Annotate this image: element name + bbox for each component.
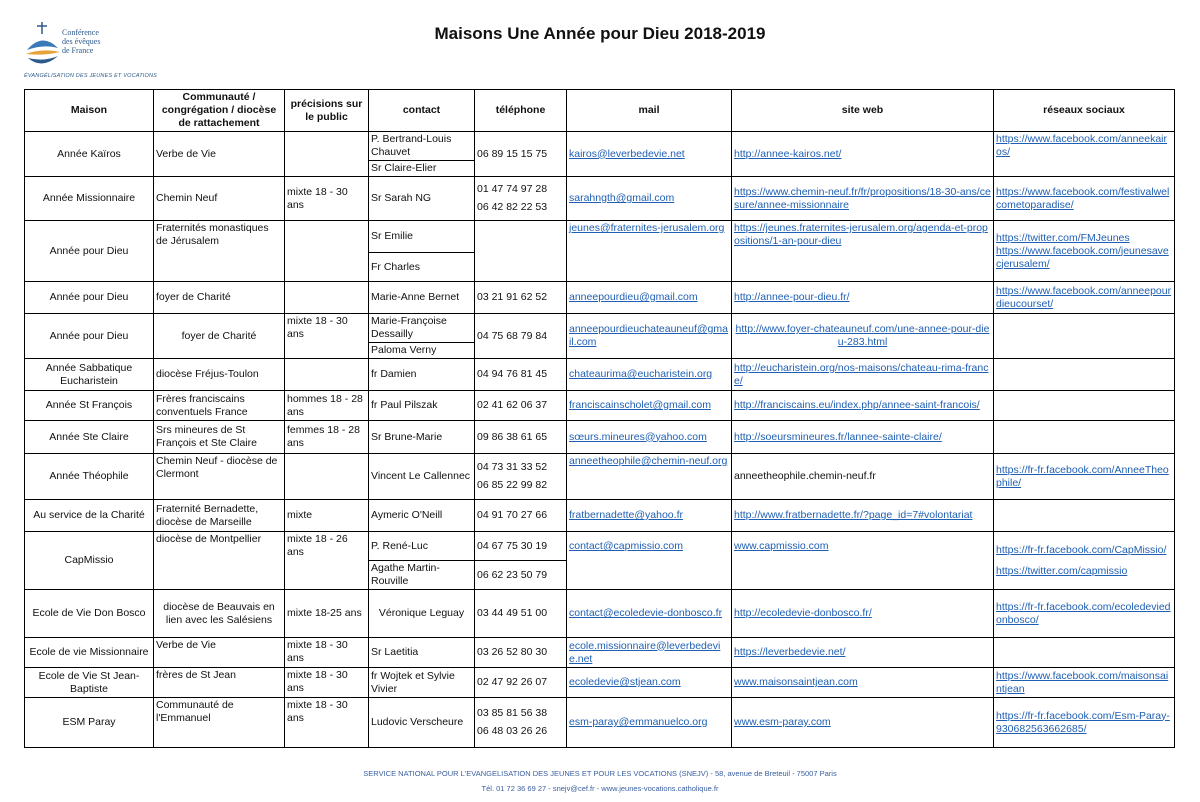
phone-1: 03 85 81 56 38: [477, 707, 548, 719]
logo-line-3: de France: [62, 46, 94, 55]
cell-public: [285, 359, 369, 391]
cell-telephone: [475, 698, 567, 748]
cell-maison: Ecole de Vie St Jean-Baptiste: [25, 668, 154, 698]
site-link[interactable]: http://www.fratbernadette.fr/?page_id=7#volontariat: [734, 509, 973, 521]
cell-public: mixte: [285, 500, 369, 532]
table-row: [25, 177, 1175, 221]
cell-maison: Année pour Dieu: [25, 314, 154, 359]
cell-telephone: 06 62 23 50 79: [475, 561, 567, 590]
phone-1: 01 47 74 97 28: [477, 183, 548, 195]
cell-social: [994, 314, 1175, 359]
cell-communaute: Verbe de Vie: [154, 132, 285, 177]
cell-public: hommes 18 - 28 ans: [285, 391, 369, 421]
header-reseaux: réseaux sociaux: [994, 90, 1175, 132]
cell-contact: P. René-Luc: [369, 532, 475, 561]
social-link[interactable]: https://fr-fr.facebook.com/ecoledeviedonbosco/: [996, 600, 1171, 626]
cell-social: [994, 668, 1175, 698]
cell-maison: Ecole de Vie Don Bosco: [25, 590, 154, 638]
site-link[interactable]: www.esm-paray.com: [734, 716, 831, 728]
cell-maison: Année Kaïros: [25, 132, 154, 177]
cell-maison: CapMissio: [25, 532, 154, 590]
cell-telephone: 03 26 52 80 30: [475, 638, 567, 668]
cell-social: [994, 132, 1175, 177]
mail-link[interactable]: anneepourdieu@gmail.com: [569, 291, 698, 303]
cell-telephone: 02 47 92 26 07: [475, 668, 567, 698]
cell-communaute: Verbe de Vie: [154, 638, 285, 668]
cell-site: [732, 698, 994, 748]
cell-social: [994, 391, 1175, 421]
social-link[interactable]: https://twitter.com/FMJeunes: [996, 231, 1130, 244]
cell-public: mixte 18-25 ans: [285, 590, 369, 638]
cell-mail: [567, 314, 732, 359]
table-row: [25, 391, 1175, 421]
cell-maison: Année Missionnaire: [25, 177, 154, 221]
cell-contact: Fr Charles: [369, 253, 475, 282]
cell-contact: Vincent Le Callennec: [369, 454, 475, 500]
cell-site: [732, 500, 994, 532]
table-row: [25, 359, 1175, 391]
table-row: [25, 638, 1175, 668]
phone-2: 06 85 22 99 82: [477, 479, 548, 491]
cell-contact: P. Bertrand-Louis Chauvet: [369, 132, 475, 161]
cell-telephone: 06 89 15 15 75: [475, 132, 567, 177]
cell-site: [732, 221, 994, 282]
cell-mail: [567, 132, 732, 177]
cell-public: femmes 18 - 28 ans: [285, 421, 369, 454]
houses-table: [24, 89, 1175, 748]
cell-site: [732, 177, 994, 221]
cell-communaute: frères de St Jean: [154, 668, 285, 698]
header-contact: contact: [369, 90, 475, 132]
social-link[interactable]: https://www.facebook.com/maisonsaintjean: [996, 669, 1169, 695]
site-link[interactable]: www.capmissio.com: [734, 540, 829, 552]
cell-site: [732, 668, 994, 698]
site-link[interactable]: http://www.foyer-chateauneuf.com/une-annee-pour-dieu-283.html: [735, 323, 990, 348]
cell-communaute: Chemin Neuf - diocèse de Clermont: [154, 454, 285, 500]
cell-public: mixte 18 - 30 ans: [285, 668, 369, 698]
site-link[interactable]: http://ecoledevie-donbosco.fr/: [734, 607, 872, 619]
cell-mail: [567, 532, 732, 590]
cell-maison: Année St François: [25, 391, 154, 421]
cell-telephone: 04 91 70 27 66: [475, 500, 567, 532]
phone-2: 06 48 03 26 26: [477, 725, 548, 737]
cell-telephone: 04 94 76 81 45: [475, 359, 567, 391]
social-link[interactable]: https://www.facebook.com/jeunesavecjerusalem/: [996, 244, 1169, 270]
cell-mail: [567, 391, 732, 421]
cell-communaute: Fraternités monastiques de Jérusalem: [154, 221, 285, 282]
cell-mail: [567, 359, 732, 391]
cell-site: [732, 359, 994, 391]
table-row: [25, 132, 1175, 161]
cell-public: [285, 282, 369, 314]
cell-telephone: 04 67 75 30 19: [475, 532, 567, 561]
table-row: [25, 532, 1175, 561]
cell-mail: [567, 282, 732, 314]
cell-mail: [567, 221, 732, 282]
site-link[interactable]: https://jeunes.fraternites-jerusalem.org/agenda-et-propositions/1-an-pour-dieu: [734, 222, 988, 247]
mail-link[interactable]: anneepourdieuchateauneuf@gmail.com: [569, 323, 728, 348]
cell-mail: [567, 698, 732, 748]
cell-social: [994, 590, 1175, 638]
cell-public: mixte 18 - 26 ans: [285, 532, 369, 590]
cell-maison: Année pour Dieu: [25, 221, 154, 282]
cell-mail: [567, 421, 732, 454]
table-row: [25, 698, 1175, 748]
logo-line-1: Conférence: [62, 28, 99, 37]
cell-communaute: Fraternité Bernadette, diocèse de Marseille: [154, 500, 285, 532]
cell-telephone: [475, 177, 567, 221]
social-link[interactable]: https://twitter.com/capmissio: [996, 564, 1128, 577]
site-link[interactable]: http://annee-pour-dieu.fr/: [734, 291, 850, 303]
cell-mail: [567, 668, 732, 698]
table-row: [25, 590, 1175, 638]
header-communaute: Communauté / congrégation / diocèse de rattachement: [154, 90, 285, 132]
cell-contact: Aymeric O'Neill: [369, 500, 475, 532]
mail-link[interactable]: fratbernadette@yahoo.fr: [569, 509, 683, 521]
cell-communaute: foyer de Charité: [154, 282, 285, 314]
cell-communaute: Srs mineures de St François et Ste Claire: [154, 421, 285, 454]
cell-contact: Marie-Anne Bernet: [369, 282, 475, 314]
cell-communaute: Frères franciscains conventuels France: [154, 391, 285, 421]
cell-communaute: Communauté de l'Emmanuel: [154, 698, 285, 748]
cell-site: [732, 391, 994, 421]
table-row: [25, 421, 1175, 454]
phone-1: 04 73 31 33 52: [477, 461, 548, 473]
cell-telephone: 04 75 68 79 84: [475, 314, 567, 359]
cell-site: [732, 314, 994, 359]
cell-maison: Année Sabbatique Eucharistein: [25, 359, 154, 391]
cell-public: [285, 454, 369, 500]
cell-telephone: 02 41 62 06 37: [475, 391, 567, 421]
table-row: [25, 282, 1175, 314]
cell-mail: [567, 500, 732, 532]
header-telephone: téléphone: [475, 90, 567, 132]
cell-public: mixte 18 - 30 ans: [285, 698, 369, 748]
cell-telephone: 03 44 49 51 00: [475, 590, 567, 638]
cell-mail: [567, 454, 732, 500]
cell-mail: [567, 638, 732, 668]
cell-maison: Année pour Dieu: [25, 282, 154, 314]
cell-site: [732, 638, 994, 668]
table-row: [25, 500, 1175, 532]
footer-contact: Tél. 01 72 36 69 27 - snejv@cef.fr - www.jeunes-vocations.catholique.fr: [481, 784, 719, 793]
cell-contact: Marie-Françoise Dessailly: [369, 314, 475, 343]
cell-site: anneetheophile.chemin-neuf.fr: [732, 454, 994, 500]
cell-contact: Sr Emilie: [369, 221, 475, 253]
site-link[interactable]: www.maisonsaintjean.com: [734, 676, 858, 688]
mail-link[interactable]: sarahngth@gmail.com: [569, 192, 675, 204]
mail-link[interactable]: chateaurima@eucharistein.org: [569, 368, 713, 380]
header-public: précisions sur le public: [285, 90, 369, 132]
mail-link[interactable]: ecole.missionnaire@leverbedevie.net: [569, 639, 721, 665]
mail-link[interactable]: contact@capmissio.com: [569, 540, 683, 552]
cell-maison: Ecole de vie Missionnaire: [25, 638, 154, 668]
page-title: Maisons Une Année pour Dieu 2018-2019: [434, 24, 766, 43]
cell-contact: fr Wojtek et Sylvie Vivier: [369, 668, 475, 698]
cell-contact: Sr Claire-Elier: [369, 161, 475, 177]
social-link[interactable]: https://www.facebook.com/festivalwelcometoparadise/: [996, 185, 1170, 211]
logo-subtitle: ÉVANGÉLISATION DES JEUNES ET VOCATIONS: [24, 73, 158, 79]
cell-telephone: 03 21 91 62 52: [475, 282, 567, 314]
mail-link[interactable]: sœurs.mineures@yahoo.com: [569, 430, 707, 443]
cell-site: [732, 421, 994, 454]
mail-link[interactable]: jeunes@fraternites-jerusalem.org: [569, 222, 725, 234]
cell-public: mixte 18 - 30 ans: [285, 314, 369, 359]
cell-mail: [567, 177, 732, 221]
cell-contact: fr Paul Pilszak: [369, 391, 475, 421]
cell-communaute: foyer de Charité: [154, 314, 285, 359]
social-link[interactable]: https://fr-fr.facebook.com/Esm-Paray-930682563662685/: [996, 709, 1170, 735]
mail-link[interactable]: ecoledevie@stjean.com: [569, 676, 681, 688]
cell-site: [732, 532, 994, 590]
cell-social: [994, 638, 1175, 668]
site-link[interactable]: https://leverbedevie.net/: [734, 646, 846, 658]
cell-maison: ESM Paray: [25, 698, 154, 748]
social-link[interactable]: https://www.facebook.com/anneekairos/: [996, 133, 1168, 158]
cell-public: mixte 18 - 30 ans: [285, 638, 369, 668]
cell-mail: [567, 590, 732, 638]
cell-site: [732, 132, 994, 177]
cell-communaute: diocèse de Montpellier: [154, 532, 285, 590]
social-link[interactable]: https://fr-fr.facebook.com/AnneeTheophile/: [996, 463, 1169, 489]
cell-social: [994, 177, 1175, 221]
cell-public: [285, 132, 369, 177]
cell-site: [732, 590, 994, 638]
cell-contact: Ludovic Verscheure: [369, 698, 475, 748]
cell-social: [994, 221, 1175, 282]
cell-social: [994, 454, 1175, 500]
cell-social: [994, 359, 1175, 391]
footer-address: SERVICE NATIONAL POUR L'EVANGELISATION DES JEUNES ET POUR LES VOCATIONS (SNEJV) - 58, avenue de Breteuil - 75007 Paris: [363, 769, 837, 778]
table-header-row: [25, 90, 1175, 132]
cell-social: [994, 500, 1175, 532]
table-row: [25, 314, 1175, 343]
table-row: [25, 668, 1175, 698]
cell-contact: Sr Laetitia: [369, 638, 475, 668]
cell-contact: fr Damien: [369, 359, 475, 391]
social-link[interactable]: https://fr-fr.facebook.com/CapMissio/: [996, 543, 1167, 556]
social-link[interactable]: https://www.facebook.com/anneepourdieucourset/: [996, 284, 1172, 310]
site-link[interactable]: http://annee-kairos.net/: [734, 147, 842, 160]
header-site: site web: [732, 90, 994, 132]
cell-contact: Sr Brune-Marie: [369, 421, 475, 454]
table-row: [25, 454, 1175, 500]
site-link[interactable]: http://soeursmineures.fr/lannee-sainte-claire/: [734, 430, 942, 443]
cell-maison: Au service de la Charité: [25, 500, 154, 532]
cell-social: [994, 532, 1175, 590]
cell-contact: Agathe Martin-Rouville: [369, 561, 475, 590]
header-maison: Maison: [25, 90, 154, 132]
site-link[interactable]: http://eucharistein.org/nos-maisons/chateau-rima-france/: [734, 361, 989, 387]
header-mail: mail: [567, 90, 732, 132]
cell-social: [994, 421, 1175, 454]
cell-communaute: Chemin Neuf: [154, 177, 285, 221]
site-link[interactable]: http://franciscains.eu/index.php/annee-saint-francois/: [734, 399, 980, 411]
mail-link[interactable]: franciscainscholet@gmail.com: [569, 399, 711, 411]
logo-line-2: des évêques: [62, 37, 101, 46]
cell-communaute: diocèse Fréjus-Toulon: [154, 359, 285, 391]
phone-2: 06 42 82 22 53: [477, 201, 548, 213]
table-row: [25, 221, 1175, 253]
mail-link[interactable]: contact@ecoledevie-donbosco.fr: [569, 607, 723, 619]
mail-link[interactable]: anneetheophile@chemin-neuf.org: [569, 455, 728, 467]
cell-maison: Année Ste Claire: [25, 421, 154, 454]
mail-link[interactable]: esm-paray@emmanuelco.org: [569, 716, 708, 728]
site-link[interactable]: https://www.chemin-neuf.fr/fr/propositions/18-30-ans/cesure/annee-missionnaire: [734, 185, 991, 211]
cell-contact: Véronique Leguay: [369, 590, 475, 638]
cell-public: [285, 221, 369, 282]
cell-site: [732, 282, 994, 314]
cell-contact: Sr Sarah NG: [369, 177, 475, 221]
cell-telephone: [475, 221, 567, 282]
cell-telephone: 09 86 38 61 65: [475, 421, 567, 454]
cell-maison: Année Théophile: [25, 454, 154, 500]
cell-public: mixte 18 - 30 ans: [285, 177, 369, 221]
cell-communaute: diocèse de Beauvais en lien avec les Salésiens: [154, 590, 285, 638]
cell-social: [994, 698, 1175, 748]
cell-telephone: [475, 454, 567, 500]
mail-link[interactable]: kairos@leverbedevie.net: [569, 147, 685, 160]
cell-contact: Paloma Verny: [369, 343, 475, 359]
cell-social: [994, 282, 1175, 314]
